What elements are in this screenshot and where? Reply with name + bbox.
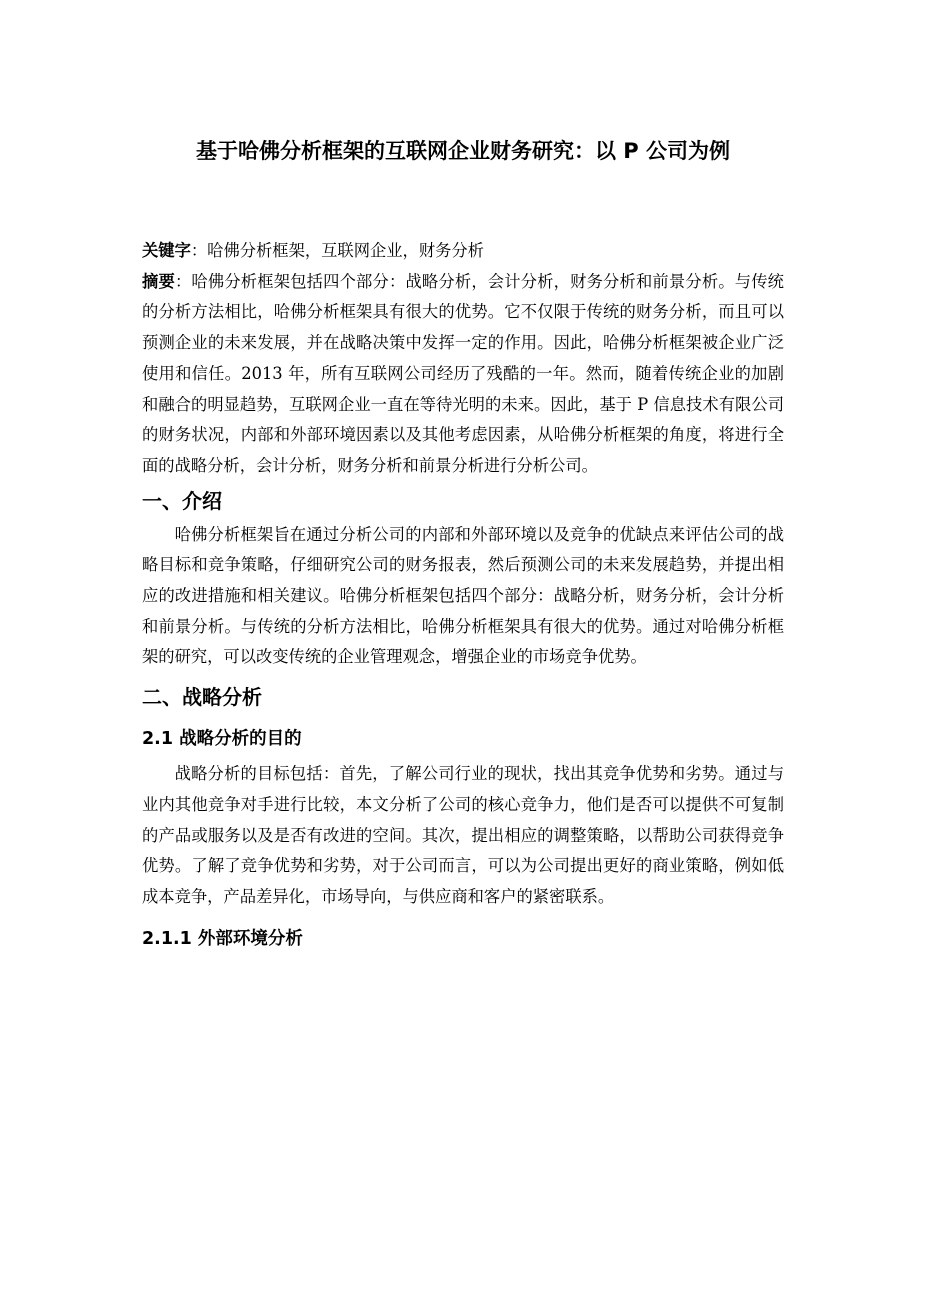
section-heading-strategy: 二、战略分析: [142, 685, 262, 710]
abstract-label: 摘要: [142, 271, 175, 291]
strategy-purpose-paragraph: 战略分析的目标包括：首先，了解公司行业的现状，找出其竞争优势和劣势。通过与业内其他竞争对手进行比较，本文分析了公司的核心竞争力，他们是否可以提供不可复制的产品或服务以及是否有改进的空间。其次，提出相应的调整策略，以帮助公司获得竞争优势。了解了竞争优势和劣势，对于公司而言，可以为公司提出更好的商业策略，例如低成本竞争，产品差异化，市场导向，与供应商和客户的紧密联系。: [142, 764, 784, 906]
subsection-heading-strategy-purpose: 2.1 战略分析的目的: [142, 729, 302, 750]
keywords-text: 哈佛分析框架，互联网企业，财务分析: [207, 241, 484, 260]
keywords-separator: ：: [190, 241, 208, 260]
abstract-paragraph: [142, 267, 784, 482]
keywords-line: [142, 236, 784, 267]
abstract-separator: ：: [174, 271, 192, 291]
section-heading-introduction: 一、介绍: [142, 488, 222, 513]
abstract-text: 哈佛分析框架包括四个部分：战略分析，会计分析，财务分析和前景分析。与传统的分析方法相比，哈佛分析框架具有很大的优势。它不仅限于传统的财务分析，而且可以预测企业的未来发展，并在战略决策中发挥一定的作用。因此，哈佛分析框架被企业广泛使用和信任。2013 年，所有互联网公司经历了残酷的一年。然而，随着传统企业的加剧和融合的明显趋势，互联网企业一直在等待光明的未来。因此，基于 P 信息技术有限公司的财务状况，内部和外部环境因素以及其他考虑因素，从哈佛分析框架的角度，将进行全面的战略分析，会计分析，财务分析和前景分析进行分析公司。: [142, 271, 784, 475]
introduction-paragraph: 哈佛分析框架旨在通过分析公司的内部和外部环境以及竞争的优缺点来评估公司的战略目标和竞争策略，仔细研究公司的财务报表，然后预测公司的未来发展趋势，并提出相应的改进措施和相关建议。哈佛分析框架包括四个部分：战略分析，财务分析，会计分析和前景分析。与传统的分析方法相比，哈佛分析框架具有很大的优势。通过对哈佛分析框架的研究，可以改变传统的企业管理观念，增强企业的市场竞争优势。: [142, 524, 784, 667]
document-body: [142, 236, 784, 954]
document-title: 基于哈佛分析框架的互联网企业财务研究：以 P 公司为例: [195, 139, 730, 163]
keywords-label: 关键字: [142, 241, 191, 260]
subsection-heading-external-environment: 2.1.1 外部环境分析: [142, 928, 303, 949]
